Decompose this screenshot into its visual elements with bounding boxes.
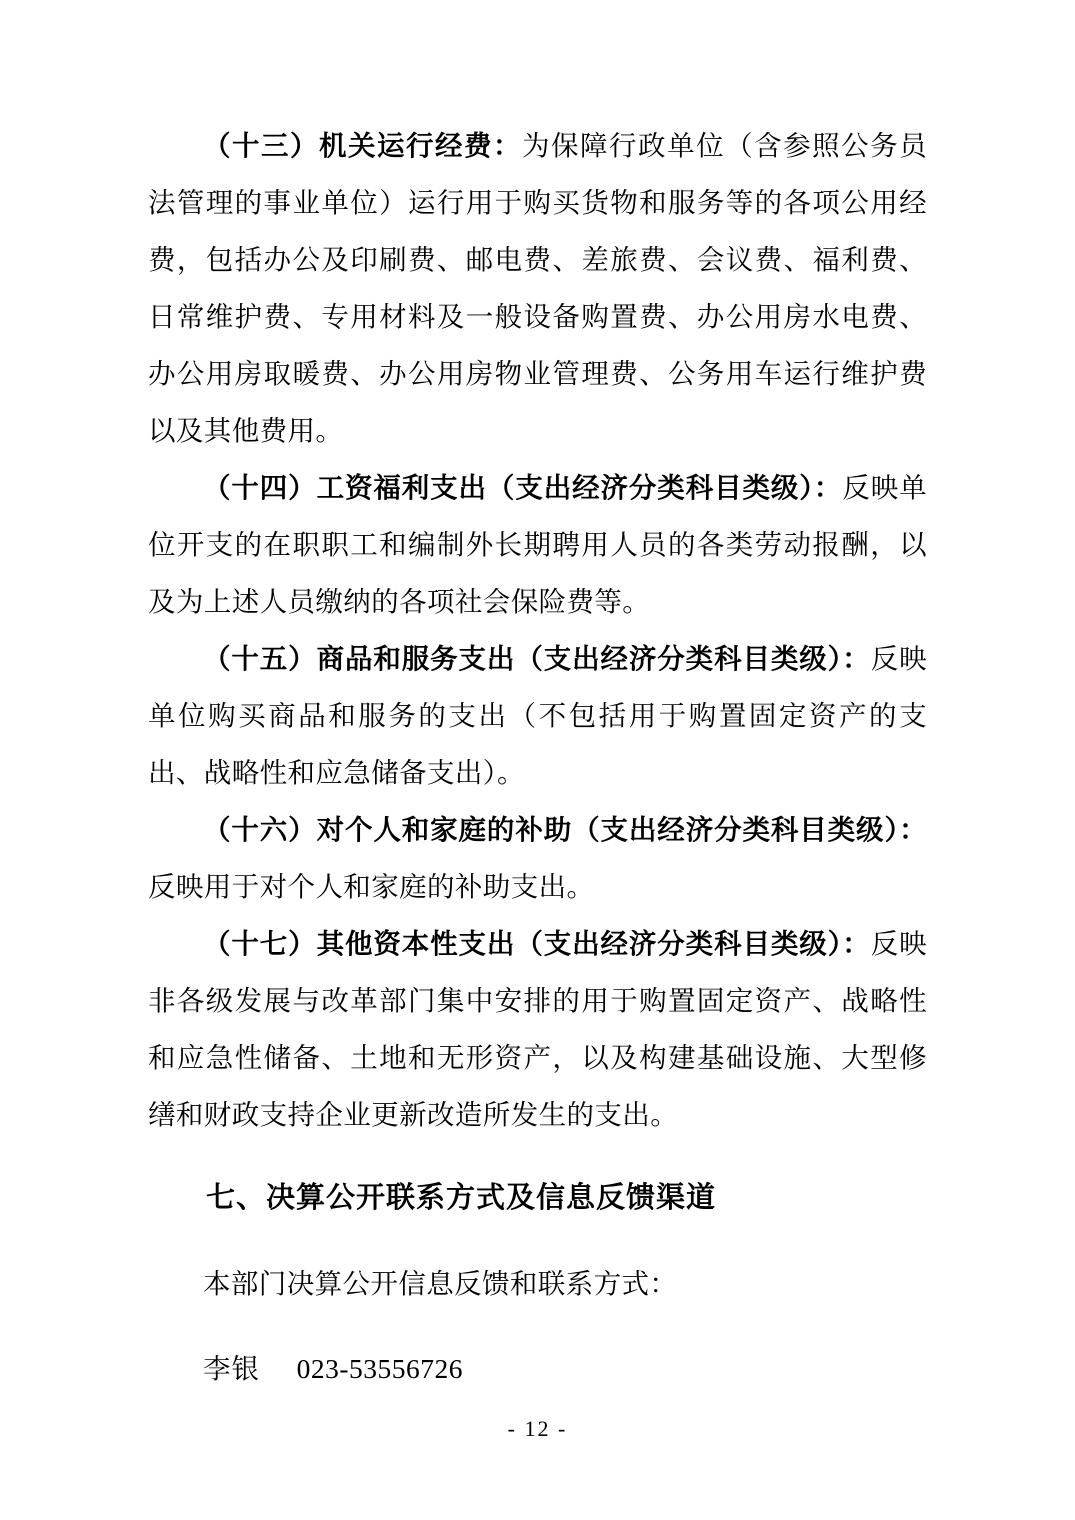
contact-name: 李银 bbox=[203, 1353, 260, 1385]
paragraph-17-text: 反映非各级发展与改革部门集中安排的用于购置固定资产、战略性和应急性储备、土地和无形资产，以及构建基础设施、大型修缮和财政支持企业更新改造所发生的支出。 bbox=[148, 928, 927, 1131]
paragraph-14-text: 反映单位开支的在职职工和编制外长期聘用人员的各类劳动报酬，以及为上述人员缴纳的各项社会保险费等。 bbox=[148, 472, 927, 618]
contact-phone: 023-53556726 bbox=[296, 1353, 463, 1384]
section-title-seven: 七、决算公开联系方式及信息反馈渠道 bbox=[206, 1180, 717, 1214]
paragraph-14-lead: （十四）工资福利支出（支出经济分类科目类级）： bbox=[203, 472, 843, 504]
paragraph-17 bbox=[148, 916, 927, 1144]
page-number: - 12 - bbox=[507, 1416, 568, 1441]
paragraph-16 bbox=[148, 802, 927, 916]
paragraph-13 bbox=[148, 118, 927, 460]
paragraph-14 bbox=[148, 460, 927, 631]
paragraph-13-text: 为保障行政单位（含参照公务员法管理的事业单位）运行用于购买货物和服务等的各项公用经费，包括办公及印刷费、邮电费、差旅费、会议费、福利费、日常维护费、专用材料及一般设备购置费、办公用房水电费、办公用房取暖费、办公用房物业管理费、公务用车运行维护费以及其他费用。 bbox=[148, 130, 927, 447]
contact-intro: 本部门决算公开信息反馈和联系方式： bbox=[203, 1267, 678, 1300]
paragraph-15 bbox=[148, 631, 927, 802]
paragraph-13-lead: （十三）机关运行经费： bbox=[203, 130, 523, 162]
paragraph-15-text: 反映单位购买商品和服务的支出（不包括用于购置固定资产的支出、战略性和应急储备支出）。 bbox=[148, 643, 927, 789]
document-body bbox=[148, 118, 927, 1398]
paragraph-15-lead: （十五）商品和服务支出（支出经济分类科目类级）： bbox=[203, 643, 871, 675]
paragraph-16-lead: （十六）对个人和家庭的补助（支出经济分类科目类级）： bbox=[203, 814, 927, 846]
contact-details bbox=[148, 1340, 927, 1398]
paragraph-16-text: 反映用于对个人和家庭的补助支出。 bbox=[148, 871, 595, 903]
paragraph-17-lead: （十七）其他资本性支出（支出经济分类科目类级）： bbox=[203, 928, 871, 960]
spacer bbox=[148, 1144, 927, 1152]
